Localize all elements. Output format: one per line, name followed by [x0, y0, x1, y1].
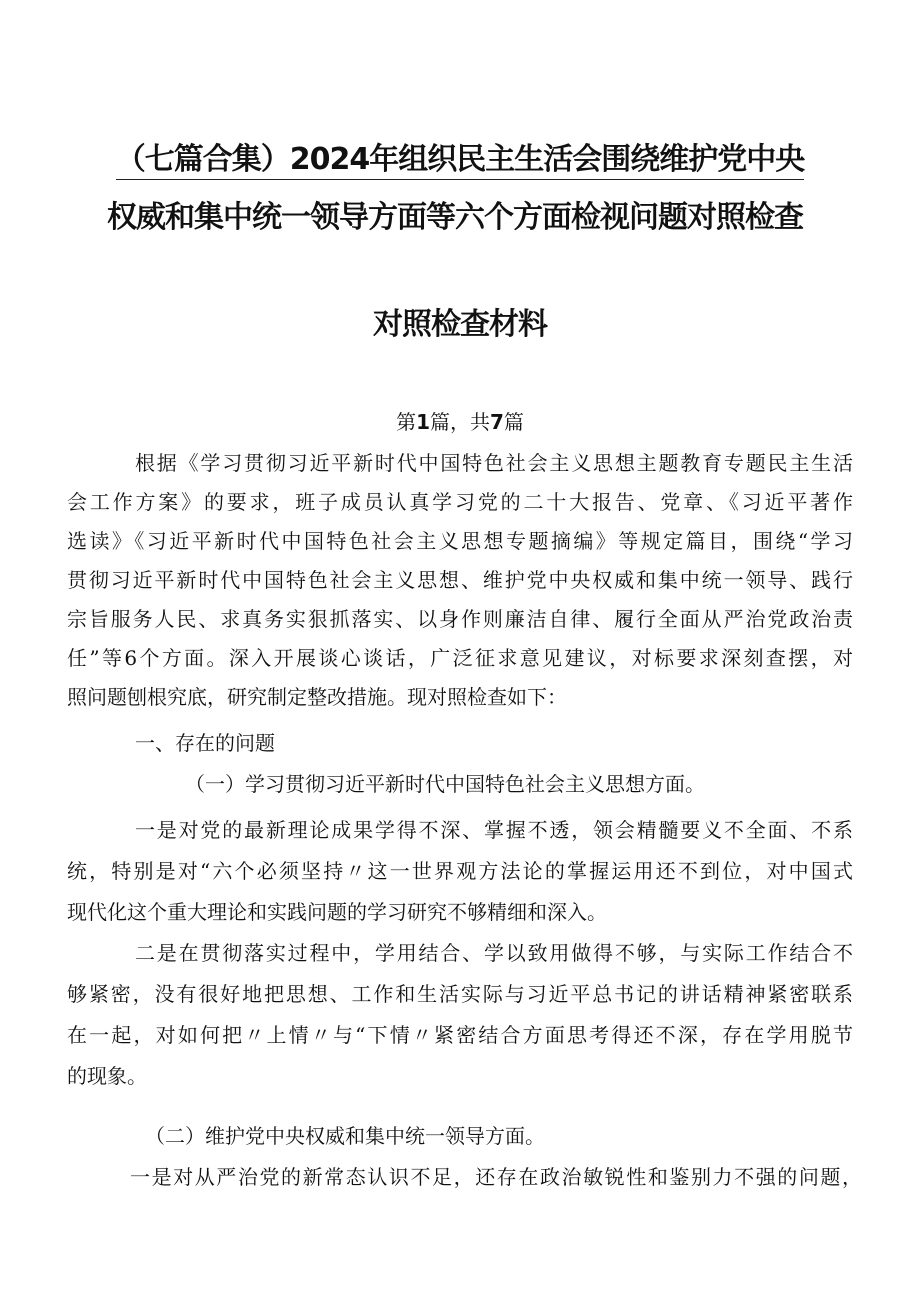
title-line-1 — [0, 140, 920, 180]
title-line-2: 权威和集中统一领导方面等六个方面检视问题对照检查 — [107, 200, 803, 235]
counter-current: 1 — [416, 410, 430, 434]
subsection-heading: （二）维护党中央权威和集中统一领导方面。 — [145, 1124, 545, 1148]
intro-line: 宗旨服务人民、求真务实狠抓落实、以身作则廉洁自律、履行全面从严治党政治责 — [67, 607, 853, 631]
counter-total: 7 — [490, 410, 504, 434]
subsection-heading: （一）学习贯彻习近平新时代中国特色社会主义思想方面。 — [185, 772, 705, 796]
paragraph-line: 一是对党的最新理论成果学得不深、掌握不透，领会精髓要义不全面、不系 — [135, 818, 853, 842]
counter-suffix: 篇 — [503, 410, 524, 434]
intro-line: 会工作方案》的要求，班子成员认真学习党的二十大报告、党章、《习近平著作 — [67, 490, 853, 514]
title-line-3: 对照检查材料 — [373, 307, 547, 342]
intro-line: 照问题刨根究底，研究制定整改措施。现对照检查如下： — [67, 685, 567, 709]
paragraph-line: 二是在贯彻落实过程中，学用结合、学以致用做得不够，与实际工作结合不 — [135, 941, 853, 965]
counter-prefix: 第 — [396, 410, 417, 434]
article-counter — [0, 408, 920, 436]
intro-line: 贯彻习近平新时代中国特色社会主义思想、维护党中央权威和集中统一领导、践行 — [67, 568, 853, 592]
intro-line: 任”等6个方面。深入开展谈心谈话，广泛征求意见建议，对标要求深刻查摆，对 — [67, 646, 853, 670]
intro-line: 根据《学习贯彻习近平新时代中国特色社会主义思想主题教育专题民主生活 — [135, 451, 853, 475]
paragraph-line: 够紧密，没有很好地把思想、工作和生活实际与习近平总书记的讲话精神紧密联系 — [67, 982, 853, 1006]
paragraph-line: 一是对从严治党的新常态认识不足，还存在政治敏锐性和鉴别力不强的问题， — [130, 1165, 862, 1189]
paragraph-line: 统，特别是对“六个必须坚持〃这一世界观方法论的掌握运用还不到位，对中国式 — [67, 859, 853, 883]
paragraph-line: 现代化这个重大理论和实践问题的学习研究不够精细和深入。 — [67, 900, 607, 924]
title-line-1-text: （七篇合集）2024年组织民主生活会围绕维护党中央 — [116, 142, 805, 180]
paragraph-line: 在一起，对如何把〃上情〃与“下情〃紧密结合方面思考得还不深，存在学用脱节 — [67, 1023, 853, 1047]
intro-line: 选读》《习近平新时代中国特色社会主义思想专题摘编》等规定篇目，围绕“学习 — [67, 529, 853, 553]
counter-middle: 篇，共 — [430, 410, 490, 434]
section-heading: 一、存在的问题 — [135, 731, 275, 755]
paragraph-line: 的现象。 — [67, 1064, 147, 1088]
